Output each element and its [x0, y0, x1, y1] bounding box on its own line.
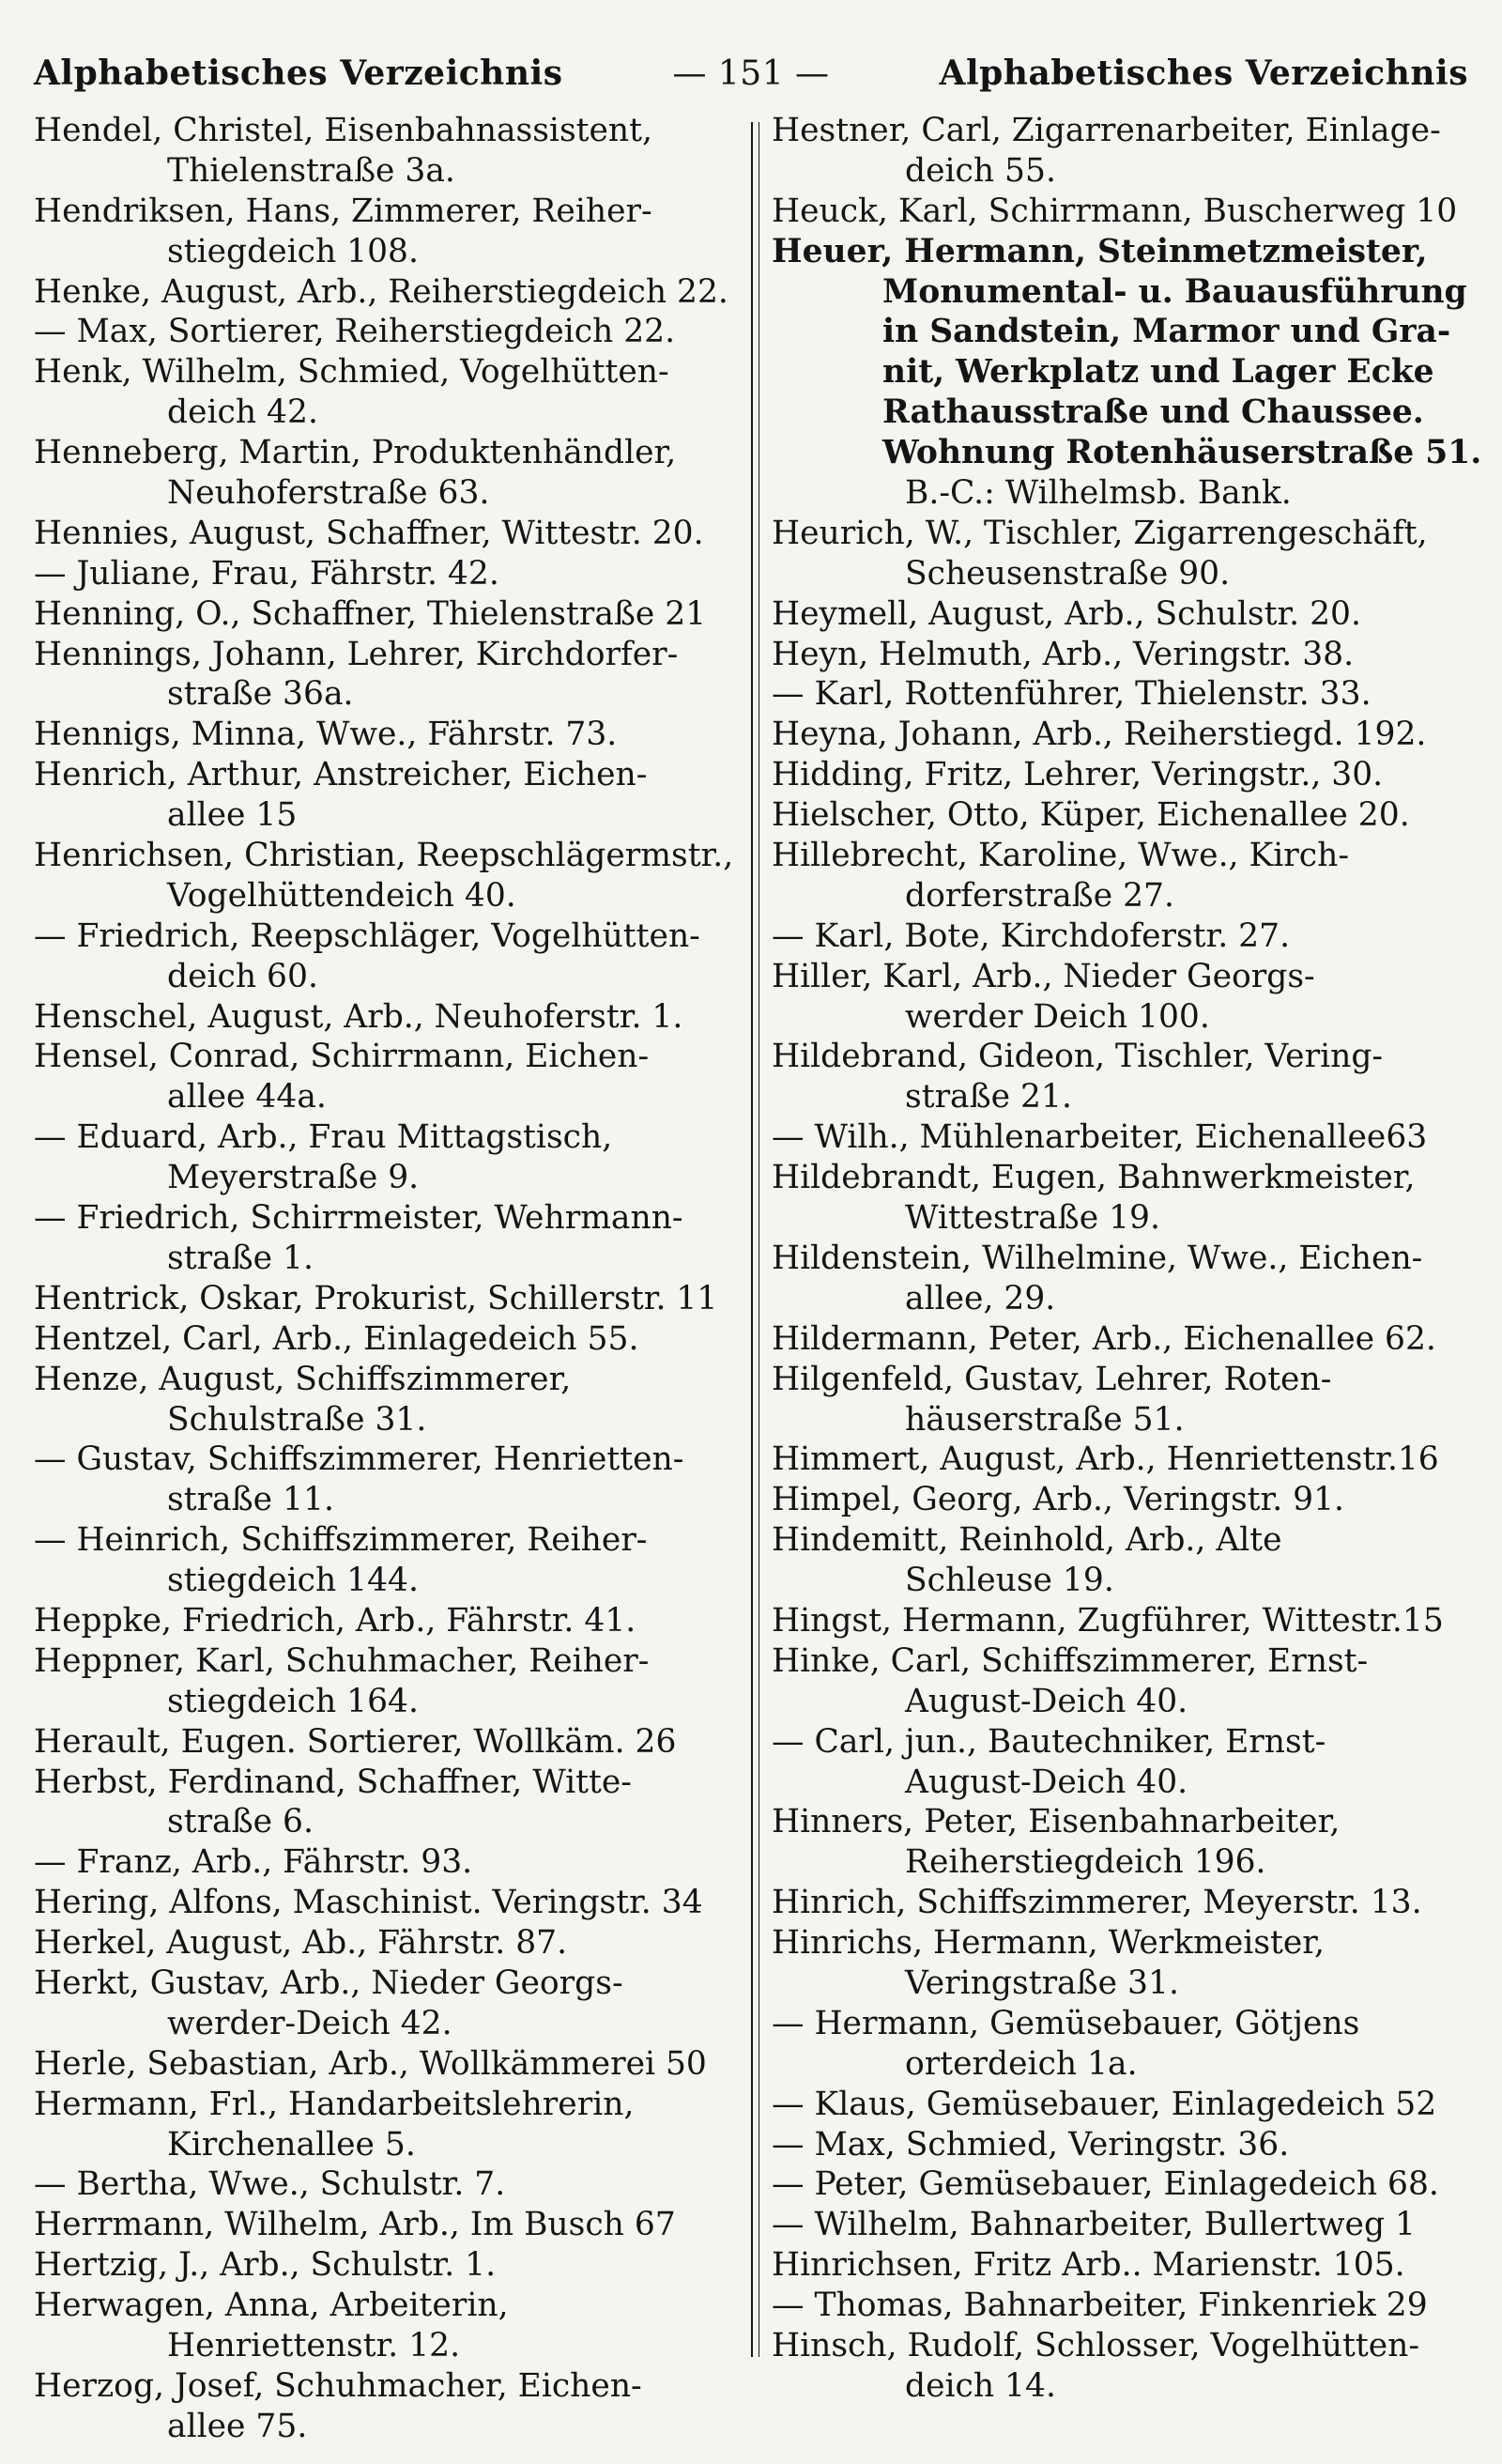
entry-line: — Karl, Bote, Kirchdoferstr. 27.	[772, 916, 1291, 955]
entry-line: Heurich, W., Tischler, Zigarrengeschäft,	[772, 514, 1428, 552]
entry-line: Neuhoferstraße 63.	[167, 474, 490, 513]
entry-line: Hielscher, Otto, Küper, Eichenallee 20.	[772, 796, 1410, 835]
entry-line: Heyn, Helmuth, Arb., Veringstr. 38.	[772, 635, 1355, 673]
entry-line: Hennies, August, Schaffner, Wittestr. 20.	[34, 514, 704, 552]
entry-line: Herle, Sebastian, Arb., Wollkämmerei 50	[34, 2044, 707, 2083]
entry-line: deich 42.	[167, 393, 318, 432]
entry-line: orterdeich 1a.	[905, 2044, 1138, 2083]
entry-line: — Heinrich, Schiffszimmerer, Reiher-	[34, 1521, 648, 1560]
entry-line: Schulstraße 31.	[167, 1400, 427, 1439]
entry-line: Hendel, Christel, Eisenbahnassistent,	[34, 112, 652, 149]
entry-line: allee 15	[167, 796, 298, 835]
entry-line: häuserstraße 51.	[905, 1400, 1185, 1439]
entry-line: — Friedrich, Schirrmeister, Wehrmann-	[34, 1199, 683, 1238]
entry-line: — Eduard, Arb., Frau Mittagstisch,	[34, 1118, 613, 1157]
entry-line: Hinners, Peter, Eisenbahnarbeiter,	[772, 1803, 1341, 1841]
entry-line: Hinke, Carl, Schiffszimmerer, Ernst-	[772, 1641, 1369, 1680]
entry-line: Thielenstraße 3a.	[167, 151, 455, 190]
entry-line: — Thomas, Bahnarbeiter, Finkenriek 29	[772, 2287, 1428, 2325]
entry-line: allee 44a.	[167, 1078, 327, 1116]
entry-line: Heuck, Karl, Schirrmann, Buscherweg 10	[772, 192, 1458, 230]
entry-line: deich 60.	[167, 957, 318, 995]
entry-line: Heyna, Johann, Arb., Reiherstiegd. 192.	[772, 716, 1427, 754]
header-right-title: Alphabetisches Verzeichnis	[939, 54, 1468, 93]
column-divider	[751, 122, 753, 2357]
entry-line: Hertzig, J., Arb., Schulstr. 1.	[34, 2246, 497, 2285]
entry-line: werder-Deich 42.	[167, 2004, 452, 2042]
entry-line: stiegdeich 108.	[167, 232, 419, 270]
entry-line: Henning, O., Schaffner, Thielenstraße 21	[34, 594, 707, 633]
entry-line: Hering, Alfons, Maschinist. Veringstr. 34	[34, 1884, 703, 1922]
entry-line: straße 21.	[905, 1078, 1072, 1116]
entry-line: Henriettenstr. 12.	[167, 2326, 461, 2364]
header-left-title: Alphabetisches Verzeichnis	[34, 54, 563, 93]
entry-line: Hildebrandt, Eugen, Bahnwerkmeister,	[772, 1159, 1416, 1197]
page-number: — 151 —	[672, 54, 830, 93]
left-column	[34, 111, 747, 2447]
entry-line: Hillebrecht, Karoline, Wwe., Kirch-	[772, 837, 1349, 875]
entry-line: Hidding, Fritz, Lehrer, Veringstr., 30.	[772, 756, 1384, 794]
entry-line: Hildermann, Peter, Arb., Eichenallee 62.	[772, 1319, 1436, 1358]
entry-line: straße 6.	[167, 1803, 314, 1841]
entry-line: Henneberg, Martin, Produktenhändler,	[34, 434, 677, 472]
entry-line: Scheusenstraße 90.	[905, 554, 1231, 593]
entry-line: Hennings, Johann, Lehrer, Kirchdorfer-	[34, 635, 679, 673]
entry-line: Hindemitt, Reinhold, Arb., Alte	[772, 1521, 1282, 1560]
entry-line: Veringstraße 31.	[905, 1964, 1179, 2002]
entry-line-bold: in Sandstein, Marmor und Gra-	[882, 313, 1451, 351]
entry-line: Henke, August, Arb., Reiherstiegdeich 22.	[34, 272, 728, 311]
entry-line: Meyerstraße 9.	[167, 1159, 420, 1197]
entry-line: Henze, August, Schiffszimmerer,	[34, 1360, 572, 1398]
entry-line-bold: Monumental- u. Bauausführung	[882, 272, 1467, 311]
entry-line: Henrich, Arthur, Anstreicher, Eichen-	[34, 756, 648, 794]
entry-line: August-Deich 40.	[905, 1763, 1188, 1801]
entry-line: Herzog, Josef, Schuhmacher, Eichen-	[34, 2366, 642, 2405]
entry-line: Hinrichs, Hermann, Werkmeister,	[772, 1924, 1325, 1963]
entry-line: Heppke, Friedrich, Arb., Fährstr. 41.	[34, 1601, 636, 1640]
entry-line: Heymell, August, Arb., Schulstr. 20.	[772, 594, 1361, 633]
entry-line: Kirchenallee 5.	[167, 2125, 416, 2164]
entry-line: Hendriksen, Hans, Zimmerer, Reiher-	[34, 192, 652, 230]
entry-line: — Gustav, Schiffszimmerer, Henrietten-	[34, 1440, 684, 1479]
entry-line: Hentrick, Oskar, Prokurist, Schillerstr. 11	[34, 1279, 718, 1317]
entry-line: Herault, Eugen. Sortierer, Wollkäm. 26	[34, 1722, 677, 1761]
entry-line: Hildebrand, Gideon, Tischler, Vering-	[772, 1038, 1384, 1076]
entry-line: Henk, Wilhelm, Schmied, Vogelhütten-	[34, 353, 669, 392]
right-column	[772, 111, 1482, 2407]
entry-line: Hiller, Karl, Arb., Nieder Georgs-	[772, 957, 1315, 995]
entry-line: Hinrichsen, Fritz Arb.. Marienstr. 105.	[772, 2246, 1405, 2285]
entry-line: Herwagen, Anna, Arbeiterin,	[34, 2287, 509, 2325]
entry-line-bold: Wohnung Rotenhäuserstraße 51.	[882, 434, 1482, 472]
entry-line: straße 11.	[167, 1481, 334, 1519]
entry-line: dorferstraße 27.	[905, 876, 1174, 915]
entry-line: Herkel, August, Ab., Fährstr. 87.	[34, 1924, 568, 1963]
entry-line: allee, 29.	[905, 1279, 1056, 1317]
entry-line: deich 14.	[905, 2366, 1056, 2405]
entry-line: allee 75.	[167, 2407, 308, 2445]
entry-line: stiegdeich 164.	[167, 1682, 419, 1720]
entry-line: Himmert, August, Arb., Henriettenstr.16	[772, 1440, 1439, 1479]
entry-line: — Hermann, Gemüsebauer, Götjens	[772, 2004, 1360, 2042]
entry-line: stiegdeich 144.	[167, 1562, 419, 1600]
entry-line: straße 36a.	[167, 675, 354, 714]
entry-line: deich 55.	[905, 151, 1056, 190]
entry-line: — Klaus, Gemüsebauer, Einlagedeich 52	[772, 2085, 1437, 2123]
entry-line: — Max, Schmied, Veringstr. 36.	[772, 2125, 1290, 2164]
entry-line-bold: Heuer, Hermann, Steinmetzmeister,	[772, 232, 1428, 270]
page-header	[34, 47, 1468, 100]
entry-line: — Wilh., Mühlenarbeiter, Eichenallee63	[772, 1118, 1428, 1157]
entry-line: — Bertha, Wwe., Schulstr. 7.	[34, 2165, 506, 2204]
entry-line: Hinsch, Rudolf, Schlosser, Vogelhütten-	[772, 2326, 1420, 2364]
entry-line: — Juliane, Frau, Fährstr. 42.	[34, 554, 499, 593]
entry-line: Herkt, Gustav, Arb., Nieder Georgs-	[34, 1964, 623, 2002]
entry-line: Hilgenfeld, Gustav, Lehrer, Roten-	[772, 1360, 1332, 1398]
entry-line: B.-C.: Wilhelmsb. Bank.	[905, 474, 1292, 513]
entry-line: Himpel, Georg, Arb., Veringstr. 91.	[772, 1481, 1345, 1519]
entry-line: Hestner, Carl, Zigarrenarbeiter, Einlage-	[772, 112, 1441, 149]
entry-line: Hensel, Conrad, Schirrmann, Eichen-	[34, 1038, 650, 1076]
entry-line: August-Deich 40.	[905, 1682, 1188, 1720]
entry-line: Herrmann, Wilhelm, Arb., Im Busch 67	[34, 2206, 676, 2244]
entry-line: Herbst, Ferdinand, Schaffner, Witte-	[34, 1763, 632, 1801]
entry-line: Hingst, Hermann, Zugführer, Wittestr.15	[772, 1601, 1444, 1640]
entry-line: Wittestraße 19.	[905, 1199, 1160, 1238]
entry-line: — Carl, jun., Bautechniker, Ernst-	[772, 1722, 1326, 1761]
entry-line-bold: nit, Werkplatz und Lager Ecke	[882, 353, 1434, 392]
entry-line: Hinrich, Schiffszimmerer, Meyerstr. 13.	[772, 1884, 1422, 1922]
entry-line: — Wilhelm, Bahnarbeiter, Bullertweg 1	[772, 2206, 1416, 2244]
entry-line: Schleuse 19.	[905, 1562, 1114, 1600]
entry-line: — Karl, Rottenführer, Thielenstr. 33.	[772, 675, 1372, 714]
entry-line: — Franz, Arb., Fährstr. 93.	[34, 1843, 473, 1882]
entry-line: straße 1.	[167, 1239, 314, 1277]
entry-line: Hildenstein, Wilhelmine, Wwe., Eichen-	[772, 1239, 1423, 1277]
entry-line: Vogelhüttendeich 40.	[167, 876, 516, 915]
entry-line: — Max, Sortierer, Reiherstiegdeich 22.	[34, 313, 676, 351]
entry-line: — Friedrich, Reepschläger, Vogelhütten-	[34, 916, 700, 955]
entry-line: Reiherstiegdeich 196.	[905, 1843, 1266, 1882]
entry-line: Heppner, Karl, Schuhmacher, Reiher-	[34, 1641, 650, 1680]
entry-line-bold: Rathausstraße und Chaussee.	[882, 393, 1424, 432]
entry-line: Henrichsen, Christian, Reepschlägermstr.,	[34, 837, 734, 875]
entry-line: werder Deich 100.	[905, 997, 1210, 1036]
entry-line: Hentzel, Carl, Arb., Einlagedeich 55.	[34, 1319, 639, 1358]
entry-line: Henschel, August, Arb., Neuhoferstr. 1.	[34, 997, 683, 1036]
entry-line: — Peter, Gemüsebauer, Einlagedeich 68.	[772, 2165, 1439, 2204]
entry-line: Hermann, Frl., Handarbeitslehrerin,	[34, 2085, 635, 2123]
entry-line: Hennigs, Minna, Wwe., Fährstr. 73.	[34, 716, 618, 754]
